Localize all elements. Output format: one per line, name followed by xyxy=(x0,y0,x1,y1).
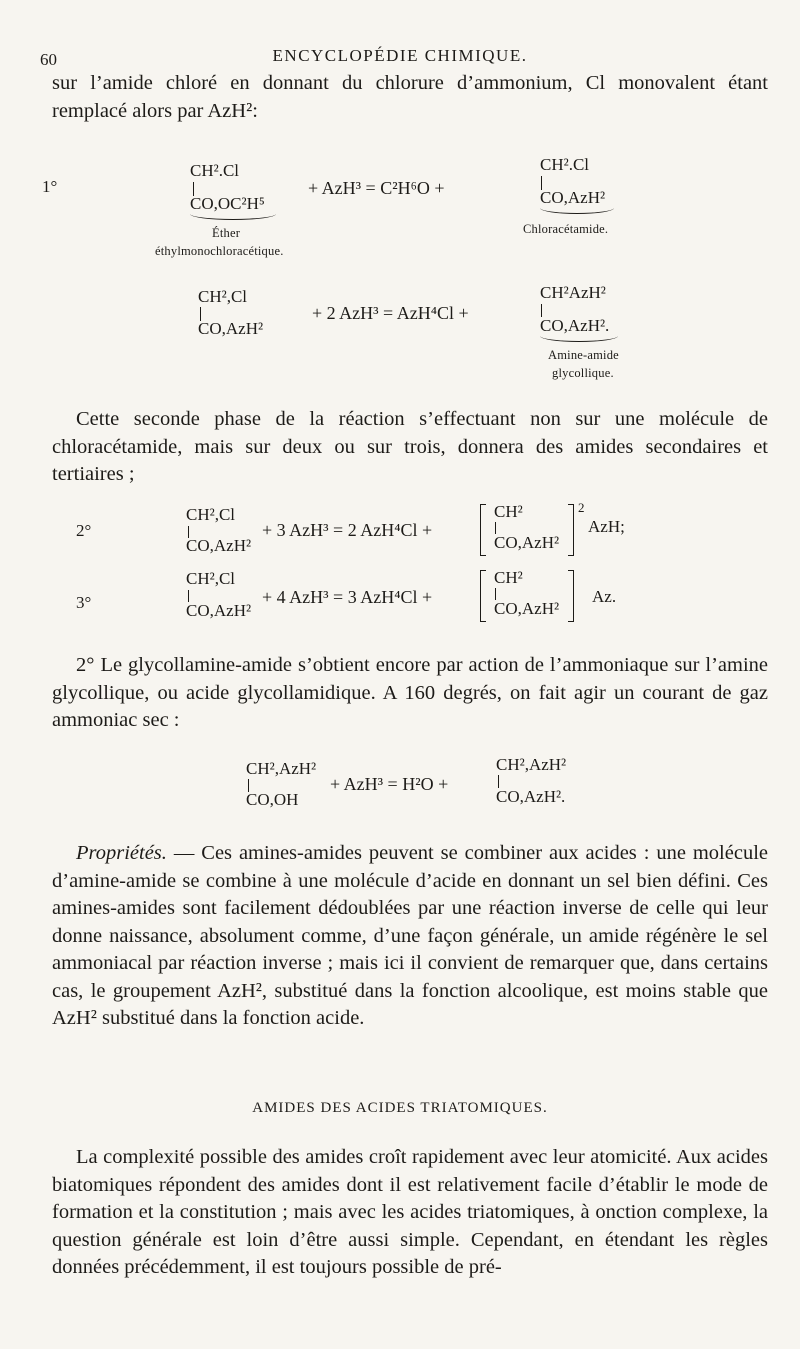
properties-heading: Propriétés. xyxy=(76,842,167,864)
properties-text: — Ces amines-amides peuvent se combiner aux acides : une molécule d’amine-amide se combine à une molécule d’acide en donnant un sel bien défini. Ces amines-amides sont facilement dédoublées par une réaction inverse de celle qui leur donne naissance, absolument comme, d’une façon générale, un amide régénère le sel ammoniacal par réaction inverse ; mais ici il convient de remarquer que, dans certains cas, le groupement AzH², substitué dans la fonction alcoolique, est moins stable que AzH² substitué dans la fonction acide. xyxy=(52,842,768,1029)
formula-top: CH².Cl xyxy=(540,155,590,174)
running-title: ENCYCLOPÉDIE CHIMIQUE. xyxy=(272,46,528,65)
bracket-left xyxy=(480,504,486,556)
formula-bottom: CO,AzH² xyxy=(540,188,606,207)
intro-paragraph: sur l’amide chloré en donnant du chlorure d’ammonium, Cl monovalent étant remplacé alors par AzH²: xyxy=(52,72,768,122)
formula-bottom: CO,AzH² xyxy=(494,533,560,552)
formula-top: CH² xyxy=(494,502,523,521)
formula-top: CH²,AzH² xyxy=(246,759,317,778)
page-number: 60 xyxy=(40,50,57,69)
equation-number: 1° xyxy=(42,177,58,196)
compound-name: Amine-amide xyxy=(548,348,619,362)
properties-paragraph xyxy=(52,840,768,1033)
equation-number: 3° xyxy=(76,593,92,612)
compound-name: glycollique. xyxy=(552,366,614,380)
formula-bottom: CO,AzH² xyxy=(198,319,264,338)
formula-bottom: CO,AzH². xyxy=(496,787,566,806)
underbrace xyxy=(540,208,614,214)
formula-top: CH².Cl xyxy=(190,161,240,180)
final-paragraph: La complexité possible des amides croît rapidement avec leur atomicité. Aux acides biatomiques répondent des amides dont il est relativement facile d’établir le mode de formation et la constitution ; mais avec les acides triatomiques, à onction complexe, la question générale est loin d’être aussi simple. Cependant, en étendant les règles données précédemment, il est toujours possible de pré- xyxy=(52,1146,768,1278)
section-title: AMIDES DES ACIDES TRIATOMIQUES. xyxy=(252,1100,548,1116)
underbrace xyxy=(190,214,276,220)
bracket-right xyxy=(568,570,574,622)
formula-top: CH²,Cl xyxy=(186,505,236,524)
formula-tail: AzH; xyxy=(588,517,625,536)
second-phase-paragraph: Cette seconde phase de la réaction s’effectuant non sur une molécule de chloracétamide, mais sur deux ou sur trois, donnera des amides secondaires et tertiaires ; xyxy=(52,408,768,485)
bracket-right xyxy=(568,504,574,556)
equation-number: 2° xyxy=(76,521,92,540)
underbrace xyxy=(540,336,618,342)
formula-tail: Az. xyxy=(592,587,617,606)
glycollamine-paragraph: 2° Le glycollamine-amide s’obtient encore par action de l’ammoniaque sur l’amine glycollique, ou acide glycollamidique. A 160 degrés, on fait agir un courant de gaz ammoniac sec : xyxy=(52,654,768,731)
formula-bottom: CO,OH xyxy=(246,790,299,809)
formula-bottom: CO,AzH² xyxy=(494,599,560,618)
bracket-left xyxy=(480,570,486,622)
compound-name: Chloracétamide. xyxy=(523,222,609,236)
formula-top: CH² xyxy=(494,568,523,587)
formula-top: CH²,AzH² xyxy=(496,755,567,774)
bracket-exponent: 2 xyxy=(578,500,585,515)
equation-middle: + 4 AzH³ = 3 AzH⁴Cl + xyxy=(262,587,433,607)
compound-name: Éther xyxy=(212,226,241,240)
formula-bottom: CO,AzH². xyxy=(540,316,610,335)
equation-middle: + 2 AzH³ = AzH⁴Cl + xyxy=(312,303,469,323)
equation-middle: + AzH³ = C²H⁶O + xyxy=(308,178,445,198)
formula-top: CH²,Cl xyxy=(186,569,236,588)
formula-bottom: CO,OC²H⁵ xyxy=(190,194,265,213)
equation-middle: + 3 AzH³ = 2 AzH⁴Cl + xyxy=(262,520,433,540)
formula-bottom: CO,AzH² xyxy=(186,601,252,620)
formula-top: CH²,Cl xyxy=(198,287,248,306)
equation-middle: + AzH³ = H²O + xyxy=(330,774,449,794)
formula-top: CH²AzH² xyxy=(540,283,606,302)
compound-name: éthylmonochloracétique. xyxy=(155,244,284,258)
formula-bottom: CO,AzH² xyxy=(186,536,252,555)
